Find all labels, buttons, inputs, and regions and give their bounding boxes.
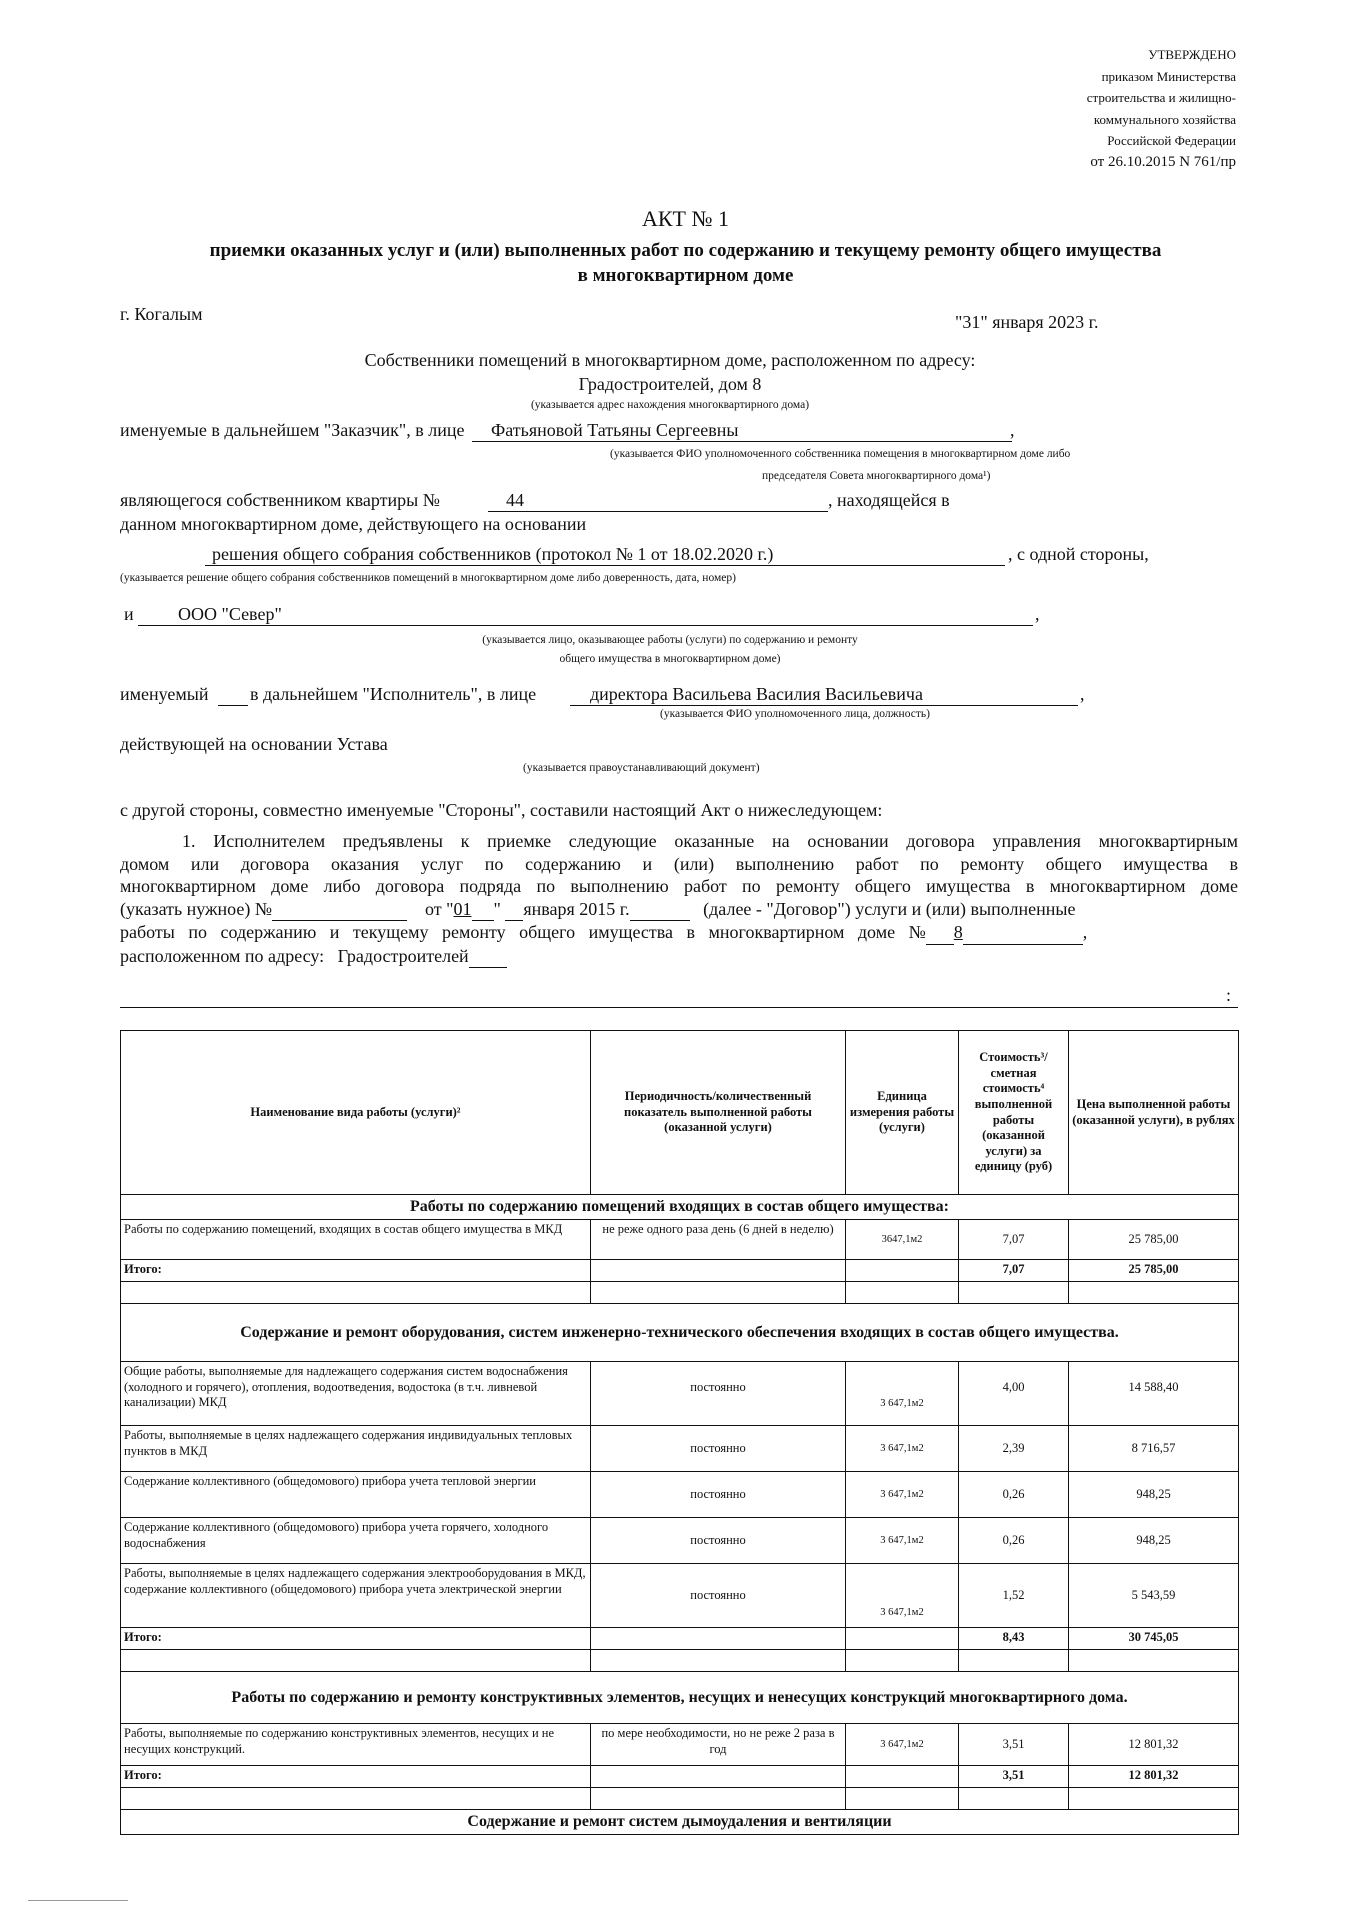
contractor-note-2: общего имущества в многоквартирном доме) <box>559 653 781 665</box>
house-number: 8 <box>953 922 963 942</box>
clause-text: (указать нужное) № <box>120 898 273 919</box>
total-cost: 7,07 <box>959 1260 1069 1282</box>
row-period: постоянно <box>591 1518 846 1564</box>
city: г. Когалым <box>120 304 203 324</box>
row-cost: 2,39 <box>959 1426 1069 1472</box>
customer-note-2: председателя Совета многоквартирного дома¹) <box>762 470 991 482</box>
contract-month: января 2015 г. <box>523 898 630 919</box>
row-period: по мере необходимости, но не реже 2 раза в год <box>591 1724 846 1766</box>
owner-prefix: являющегося собственником квартиры № <box>120 490 440 510</box>
table-row <box>121 1564 1239 1628</box>
customer-prefix: именуемые в дальнейшем "Заказчик", в лице <box>120 420 465 440</box>
row-cost: 0,26 <box>959 1472 1069 1518</box>
executor-prefix-2: в дальнейшем "Исполнитель", в лице <box>250 684 537 704</box>
act-title: приемки оказанных услуг и (или) выполненных работ по содержанию и текущему ремонту общего имущества <box>209 240 1162 261</box>
row-unit: 3647,1м2 <box>846 1220 959 1260</box>
row-cost: 3,51 <box>959 1724 1069 1766</box>
other-side-line: с другой стороны, совместно именуемые "Стороны", составили настоящий Акт о нижеследующем: <box>120 800 883 820</box>
total-price: 12 801,32 <box>1069 1766 1239 1788</box>
clause-text: (далее - "Договор") услуги и (или) выполненные <box>703 898 1076 919</box>
header-price: Цена выполненной работы (оказанной услуги), в рублях <box>1069 1031 1239 1195</box>
row-price: 25 785,00 <box>1069 1220 1239 1260</box>
table-row <box>121 1518 1239 1564</box>
clause-text: расположенном по адресу: <box>120 945 325 966</box>
clause-line: 1. Исполнителем предъявлены к приемке следующие оказанные на основании договора управления многоквартирным <box>182 831 1238 851</box>
customer-note: (указывается ФИО уполномоченного собственника помещения в многоквартирном доме либо <box>610 448 1071 460</box>
row-unit: 3 647,1м2 <box>846 1724 959 1766</box>
section-title: Работы по содержанию и ремонту конструктивных элементов, несущих и ненесущих конструкций многоквартирного дома. <box>121 1672 1239 1724</box>
clause-line: домом или договора оказания услуг по содержанию и (или) выполнению работ по ремонту общего имущества в <box>120 853 1238 874</box>
total-row <box>121 1628 1239 1650</box>
apartment-number: 44 <box>506 490 524 510</box>
approval-line: приказом Министерства <box>1101 68 1236 84</box>
act-number: АКТ № 1 <box>642 206 729 231</box>
approval-line: Российской Федерации <box>1107 133 1236 148</box>
total-price: 25 785,00 <box>1069 1260 1239 1282</box>
works-table <box>120 1030 1239 1835</box>
contractor-note: (указывается лицо, оказывающее работы (услуги) по содержанию и ремонту <box>482 634 858 646</box>
row-period: не реже одного раза день (6 дней в неделю) <box>591 1220 846 1260</box>
total-label: Итого: <box>121 1766 591 1788</box>
total-cost: 3,51 <box>959 1766 1069 1788</box>
clause-text: работы по содержанию и текущему ремонту общего имущества в многоквартирном доме № <box>120 922 926 942</box>
contractor-name: ООО "Север" <box>178 604 282 624</box>
row-period: постоянно <box>591 1362 846 1426</box>
clause-text: " <box>493 898 501 919</box>
basis-note: (указывается решение общего собрания собственников помещений в многоквартирном доме либо доверенность, дата, номер) <box>120 572 736 584</box>
total-label: Итого: <box>121 1260 591 1282</box>
table-row <box>121 1220 1239 1260</box>
section-title: Работы по содержанию помещений входящих в состав общего имущества: <box>121 1195 1239 1220</box>
clause-1 <box>120 830 1238 968</box>
row-cost: 0,26 <box>959 1518 1069 1564</box>
and-word: и <box>124 604 134 624</box>
clause-line-5 <box>120 921 1238 945</box>
row-name: Работы, выполняемые в целях надлежащего содержания электрооборудования в МКД, содержание коллективного (общедомового) прибора учета электрической энергии <box>121 1564 591 1628</box>
row-price: 14 588,40 <box>1069 1362 1239 1426</box>
section-title: Содержание и ремонт систем дымоудаления и вентиляции <box>121 1810 1239 1835</box>
header-cost: Стоимость³/сметная стоимость⁴ выполненной работы (оказанной услуги) за единицу (руб) <box>959 1031 1069 1195</box>
act-title-2: в многоквартирном доме <box>577 265 794 286</box>
row-name: Работы по содержанию помещений, входящих в состав общего имущества в МКД <box>121 1220 591 1260</box>
approval-line: УТВЕРЖДЕНО <box>1148 47 1236 62</box>
house-address: Градостроителей, дом 8 <box>578 374 762 394</box>
row-period: постоянно <box>591 1472 846 1518</box>
basis-line: данном многоквартирном доме, действующего на основании <box>120 514 587 534</box>
act-date: "31" января 2023 г. <box>955 312 1099 332</box>
row-name: Общие работы, выполняемые для надлежащего содержания систем водоснабжения (холодного и горячего), отопления, водоотведения, водостока (в т.ч. ливневой канализации) МКД <box>121 1362 591 1426</box>
owner-suffix: , находящейся в <box>828 490 950 510</box>
row-period: постоянно <box>591 1564 846 1628</box>
total-row <box>121 1766 1239 1788</box>
row-unit: 3 647,1м2 <box>846 1564 959 1628</box>
table-row <box>121 1724 1239 1766</box>
table-row <box>121 1426 1239 1472</box>
clause-text: от " <box>425 898 454 919</box>
row-name: Содержание коллективного (общедомового) прибора учета горячего, холодного водоснабжения <box>121 1518 591 1564</box>
header-period: Периодичность/количественный показатель выполненной работы (оказанной услуги) <box>591 1031 846 1195</box>
row-period: постоянно <box>591 1426 846 1472</box>
basis-suffix: , с одной стороны, <box>1008 544 1149 564</box>
table-row <box>121 1362 1239 1426</box>
row-unit: 3 647,1м2 <box>846 1362 959 1426</box>
contract-day: 01 <box>453 898 472 919</box>
approval-block <box>1087 44 1236 173</box>
executor-name: директора Васильева Василия Васильевича <box>590 684 923 704</box>
total-cost: 8,43 <box>959 1628 1069 1650</box>
row-name: Работы, выполняемые по содержанию конструктивных элементов, несущих и не несущих конструкций. <box>121 1724 591 1766</box>
row-name: Работы, выполняемые в целях надлежащего содержания индивидуальных тепловых пунктов в МКД <box>121 1426 591 1472</box>
executor-prefix: именуемый <box>120 684 209 704</box>
header-unit: Единица измерения работы (услуги) <box>846 1031 959 1195</box>
clause-line-4 <box>120 898 1238 922</box>
row-cost: 7,07 <box>959 1220 1069 1260</box>
section-title: Содержание и ремонт оборудования, систем инженерно-технического обеспечения входящих в состав общего имущества. <box>121 1304 1239 1362</box>
table-header-row <box>121 1031 1239 1195</box>
row-price: 5 543,59 <box>1069 1564 1239 1628</box>
total-row <box>121 1260 1239 1282</box>
owners-line: Собственники помещений в многоквартирном доме, расположенном по адресу: <box>364 350 976 370</box>
acting-note: (указывается правоустанавливающий документ) <box>523 762 760 774</box>
clause-line: многоквартирном доме либо договора подряда по выполнению работ по ремонту общего имущества в многоквартирном доме <box>120 876 1238 896</box>
acting-basis: действующей на основании Устава <box>120 734 388 754</box>
basis-document: решения общего собрания собственников (протокол № 1 от 18.02.2020 г.) <box>212 544 774 564</box>
executor-note: (указывается ФИО уполномоченного лица, должность) <box>660 708 930 720</box>
house-street: Градостроителей <box>337 945 469 966</box>
row-cost: 4,00 <box>959 1362 1069 1426</box>
row-name: Содержание коллективного (общедомового) прибора учета тепловой энергии <box>121 1472 591 1518</box>
row-unit: 3 647,1м2 <box>846 1426 959 1472</box>
approval-line: строительства и жилищно- <box>1086 90 1236 105</box>
header-name: Наименование вида работы (услуги)² <box>121 1031 591 1195</box>
customer-name: Фатьяновой Татьяны Сергеевны <box>491 420 739 440</box>
clause-colon: : <box>1226 985 1232 1005</box>
approval-line: от 26.10.2015 N 761/пр <box>1090 153 1236 170</box>
total-price: 30 745,05 <box>1069 1628 1239 1650</box>
row-unit: 3 647,1м2 <box>846 1518 959 1564</box>
clause-text: , <box>1082 922 1088 942</box>
row-cost: 1,52 <box>959 1564 1069 1628</box>
clause-line-6 <box>120 945 1238 969</box>
row-price: 8 716,57 <box>1069 1426 1239 1472</box>
row-price: 12 801,32 <box>1069 1724 1239 1766</box>
total-label: Итого: <box>121 1628 591 1650</box>
table-row <box>121 1472 1239 1518</box>
approval-line: коммунального хозяйства <box>1093 111 1236 127</box>
row-unit: 3 647,1м2 <box>846 1472 959 1518</box>
address-note: (указывается адрес нахождения многоквартирного дома) <box>530 399 810 411</box>
row-price: 948,25 <box>1069 1472 1239 1518</box>
row-price: 948,25 <box>1069 1518 1239 1564</box>
